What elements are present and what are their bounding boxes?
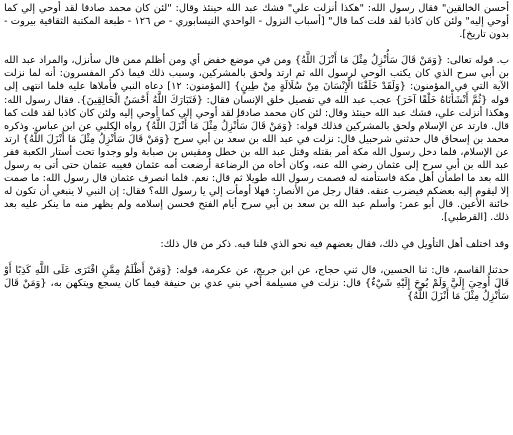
paragraph-narration: حدثنا القاسم، قال: ثنا الحسين، قال ثني حجاج، عن ابن جريج، عن عكرمة، قوله: {وَمَنْ أَظْلَمُ مِمَّنِ افْتَرَى عَلَى اللَّهِ كَذِبًا أَوْ قَالَ أُوحِيَ إِلَيَّ وَلَمْ يُوحَ إِلَيْهِ شَيْءٌ} قال: نزلت في مسيلمة أخي بني عدي بن حنيفة فيما كان يسجع ويتكهن به، {وَمَنْ قَالَ سَأُنْزِلُ مِثْلَ مَا أَنْزَلَ اللَّهُ} bbox=[4, 264, 509, 302]
paragraph-interpretation-note: وقد اختلف أهل التأويل في ذلك، فقال بعضهم فيه نحو الذي قلنا فيه. ذكر من قال ذلك: bbox=[160, 238, 509, 250]
paragraph-gap bbox=[4, 225, 509, 238]
paragraph-gap bbox=[4, 41, 509, 54]
paragraph-gap bbox=[4, 251, 509, 264]
paragraph-hadith-ending: أحسن الخالقين" فقال رسول الله: "هكذا أنزلت علي" فشك عبد الله حينئذ وقال: "لئن كان محمد صادقا لقد أوحي إلي كما أوحي إليه" ولئن كان كاذبا لقد قلت كما قال" [أسباب النزول - الواحدي النيسابوري - ص ١٢٦ - طبعة المكتبة الثقافية بيروت - بدون تاريخ]. bbox=[4, 3, 509, 41]
paragraph-tafsir-verse: ب. قوله تعالى: {وَمَنْ قَالَ سَأُنْزِلُ مِثْلَ مَا أَنْزَلَ اللَّهُ} ومن في موضع خفض أي ومن أظلم ممن قال سأنزل، والمراد عبد الله بن أبي سرح الذي كان يكتب الوحي لرسول الله ثم ارتد ولحق بالمشركين، وسبب ذلك فيما ذكر المفسرون: أنه لما نزلت الآية التي في المؤمنون: {وَلَقَدْ خَلَقْنَا الْإِنْسَانَ مِنْ سُلَالَةٍ مِنْ طِينٍ} [المؤمنون: ١٢] دعاه النبي فأملاها عليه فلما انتهى إلى قوله {ثُمَّ أَنْشَأْنَاهُ خَلْقًا آخَرَ} عجب عبد الله في تفصيل خلق الإنسان فقال: {فَتَبَارَكَ اللَّهُ أَحْسَنُ الْخَالِقِينَ}. فقال رسول الله: وهكذا أنزلت علي، فشك عبد الله حينئذ وقال: لئن كان محمد صادقا لقد أوحي إلي كما أوحي إليه ولئن كان كاذبا لقد قلت كما قال. فارتد عن الإسلام ولحق بالمشركين فذلك قوله: {وَمَنْ قَالَ سَأُنْزِلُ مِثْلَ مَا أَنْزَلَ اللَّهُ} رواه الكلبي عن ابن عباس. وذكره محمد بن إسحاق قال حدثني شرحبيل قال: نزلت في عبد الله بن سعد بن أبي سرح {وَمَنْ قَالَ سَأُنْزِلُ مِثْلَ مَا أَنْزَلَ اللَّهُ} ارتد عن الإسلام، فلما دخل رسول الله مكة أمر بقتله وقتل عبد الله بن خطل ومقيس بن صبابة ولو وجدوا تحت أستار الكعبة ففر عبد الله بن أبي سرح إلى عثمان رضي الله عنه، وكان أخاه من الرضاعة أرضعت أمه عثمان فغيبه عثمان حتى أتى به رسول الله بعد ما اطمأن أهل مكة فاستأمنه له فصمت رسول الله طويلا ثم قال: نعم. فلما انصرف عثمان قال رسول الله: ما صمت إلا ليقوم إليه بعضكم فيضرب عنقه. فقال رجل من الأنصار: فهلا أومأت إلي يا رسول الله؟ فقال: إن النبي لا ينبغي أن تكون له خائنة الأعين. قال أبو عمر: وأسلم عبد الله بن سعد بن أبي سرح أيام الفتح فحسن إسلامه ولم يظهر منه ما ينكر عليه بعد ذلك. [القرطبي]. bbox=[4, 55, 510, 224]
